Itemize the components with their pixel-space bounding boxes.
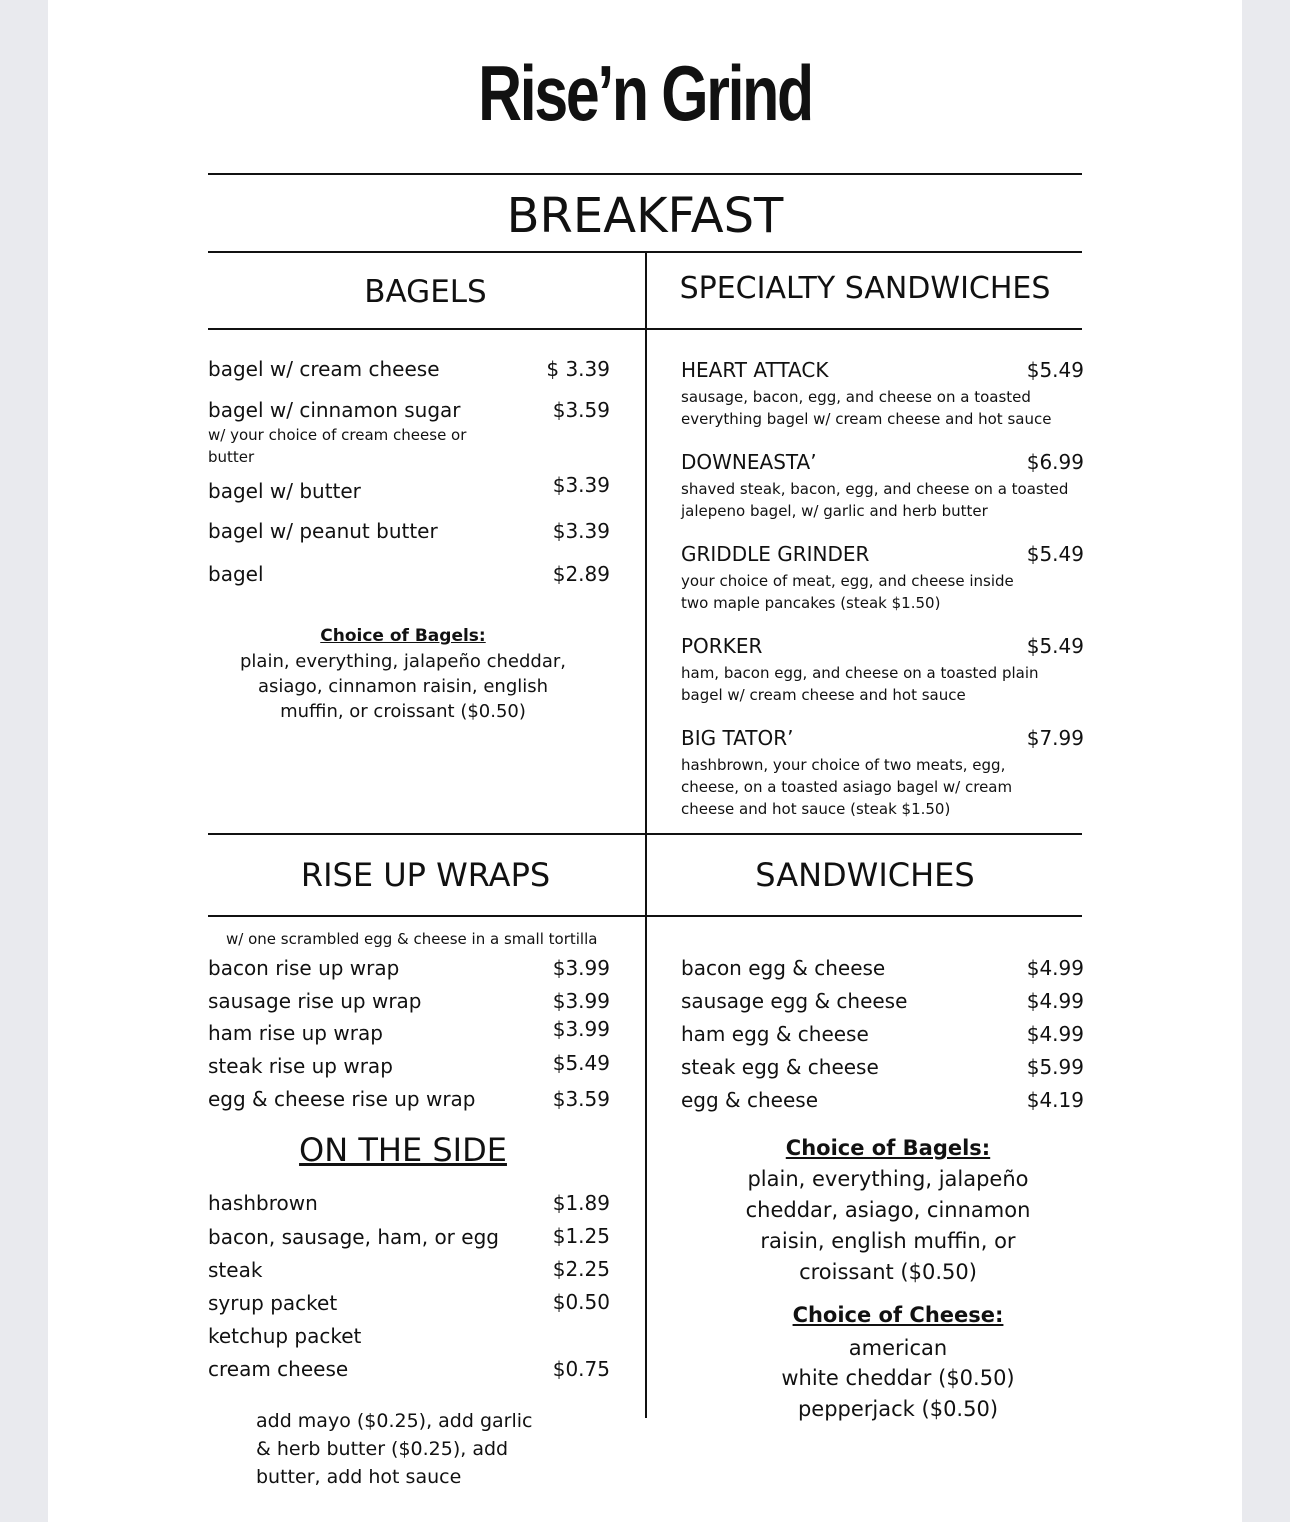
side-heading: ON THE SIDE (299, 1131, 507, 1169)
specialty-item-name: PORKER (681, 634, 763, 658)
wrap-item-name: egg & cheese rise up wrap (208, 1087, 476, 1111)
side-item-name: bacon, sausage, ham, or egg (208, 1225, 499, 1249)
sandwich-bagel-choice-text: plain, everything, jalapeño cheddar, asiago, cinnamon raisin, english muffin, or croissant ($0.50) (745, 1167, 1031, 1284)
divider-top (208, 173, 1082, 175)
specialty-item-price: $5.49 (1026, 358, 1084, 382)
wraps-heading: RISE UP WRAPS (300, 856, 551, 894)
bagel-item-name: bagel w/ butter (208, 479, 361, 503)
wrap-item-name: steak rise up wrap (208, 1054, 393, 1078)
specialty-item-desc: sausage, bacon, egg, and cheese on a toasted everything bagel w/ cream cheese and hot sauce (681, 388, 1052, 428)
bagel-item-price: $3.59 (552, 398, 610, 422)
menu-title: BREAKFAST (506, 188, 784, 244)
specialty-item-name: BIG TATOR’ (681, 726, 794, 750)
specialty-item-name: HEART ATTACK (681, 358, 829, 382)
bagel-item-note: w/ your choice of cream cheese or butter (208, 426, 467, 466)
side-item-name: syrup packet (208, 1291, 338, 1315)
wrap-item-price: $5.49 (552, 1051, 610, 1075)
specialty-item-name: GRIDDLE GRINDER (681, 542, 870, 566)
column-divider (645, 253, 647, 1418)
specialty-item-price: $6.99 (1026, 450, 1084, 474)
sandwich-item-name: steak egg & cheese (681, 1055, 879, 1079)
wraps-note: w/ one scrambled egg & cheese in a small tortilla (226, 930, 598, 948)
side-item-price: $2.25 (552, 1257, 610, 1281)
specialty-item-price: $7.99 (1026, 726, 1084, 750)
bagel-item-price: $2.89 (552, 562, 610, 586)
specialty-item-desc: shaved steak, bacon, egg, and cheese on a toasted jalepeno bagel, w/ garlic and herb butter (681, 480, 1069, 520)
wrap-item-price: $3.99 (552, 1017, 610, 1041)
sandwich-item-price: $5.99 (1026, 1055, 1084, 1079)
bagels-choice-heading: Choice of Bagels: (320, 626, 486, 646)
bagel-item-name: bagel w/ cinnamon sugar (208, 398, 461, 422)
sandwich-item-name: egg & cheese (681, 1088, 819, 1112)
bagel-item-price: $3.39 (552, 519, 610, 543)
divider-row2-top (208, 833, 1082, 835)
sandwiches-heading: SANDWICHES (755, 856, 975, 894)
wrap-item-price: $3.99 (552, 989, 610, 1013)
side-item-price: $0.75 (552, 1357, 610, 1381)
side-item-price: $1.89 (552, 1191, 610, 1215)
specialty-heading: SPECIALTY SANDWICHES (679, 271, 1051, 306)
sandwich-item-price: $4.19 (1026, 1088, 1084, 1112)
divider-row1 (208, 328, 1082, 330)
side-addons: add mayo ($0.25), add garlic & herb butter ($0.25), add butter, add hot sauce (256, 1410, 533, 1488)
cheese-option: american (848, 1336, 948, 1360)
bagel-item-price: $ 3.39 (546, 357, 610, 381)
brand-logo-text: Rise’n Grind (478, 49, 812, 137)
sandwich-item-price: $4.99 (1026, 1022, 1084, 1046)
sandwich-item-price: $4.99 (1026, 956, 1084, 980)
wrap-item-name: sausage rise up wrap (208, 989, 422, 1013)
specialty-item-desc: hashbrown, your choice of two meats, egg, cheese, on a toasted asiago bagel w/ cream cheese and hot sauce (steak $1.50) (681, 756, 1013, 818)
bagels-heading: BAGELS (364, 274, 487, 310)
wrap-item-name: ham rise up wrap (208, 1021, 383, 1045)
menu-page (48, 0, 1242, 1522)
side-item-price: $0.50 (552, 1290, 610, 1314)
cheese-option: pepperjack ($0.50) (797, 1397, 999, 1421)
cheese-option: white cheddar ($0.50) (781, 1366, 1015, 1390)
wrap-item-name: bacon rise up wrap (208, 956, 400, 980)
wrap-item-price: $3.59 (552, 1087, 610, 1111)
sandwich-item-name: sausage egg & cheese (681, 989, 908, 1013)
side-item-name: ketchup packet (208, 1324, 362, 1348)
side-item-price: $1.25 (552, 1224, 610, 1248)
divider-row2-bottom (208, 915, 1082, 917)
sandwich-item-name: ham egg & cheese (681, 1022, 869, 1046)
side-item-name: hashbrown (208, 1191, 318, 1215)
specialty-item-name: DOWNEASTA’ (681, 450, 817, 474)
sandwich-item-price: $4.99 (1026, 989, 1084, 1013)
side-item-name: steak (208, 1258, 263, 1282)
wrap-item-price: $3.99 (552, 956, 610, 980)
sandwich-item-name: bacon egg & cheese (681, 956, 886, 980)
bagel-item-name: bagel w/ peanut butter (208, 519, 438, 543)
bagel-item-price: $3.39 (552, 473, 610, 497)
specialty-item-desc: ham, bacon egg, and cheese on a toasted plain bagel w/ cream cheese and hot sauce (681, 664, 1039, 704)
side-item-name: cream cheese (208, 1357, 349, 1381)
specialty-item-price: $5.49 (1026, 542, 1084, 566)
bagel-item-name: bagel (208, 562, 264, 586)
bagels-choice-text: plain, everything, jalapeño cheddar, asiago, cinnamon raisin, english muffin, or croissant ($0.50) (240, 651, 566, 722)
sandwich-bagel-choice-heading: Choice of Bagels: (785, 1136, 991, 1160)
sandwich-cheese-choice-heading: Choice of Cheese: (792, 1303, 1004, 1327)
specialty-item-desc: your choice of meat, egg, and cheese inside two maple pancakes (steak $1.50) (681, 572, 1014, 612)
specialty-item-price: $5.49 (1026, 634, 1084, 658)
bagel-item-name: bagel w/ cream cheese (208, 357, 440, 381)
